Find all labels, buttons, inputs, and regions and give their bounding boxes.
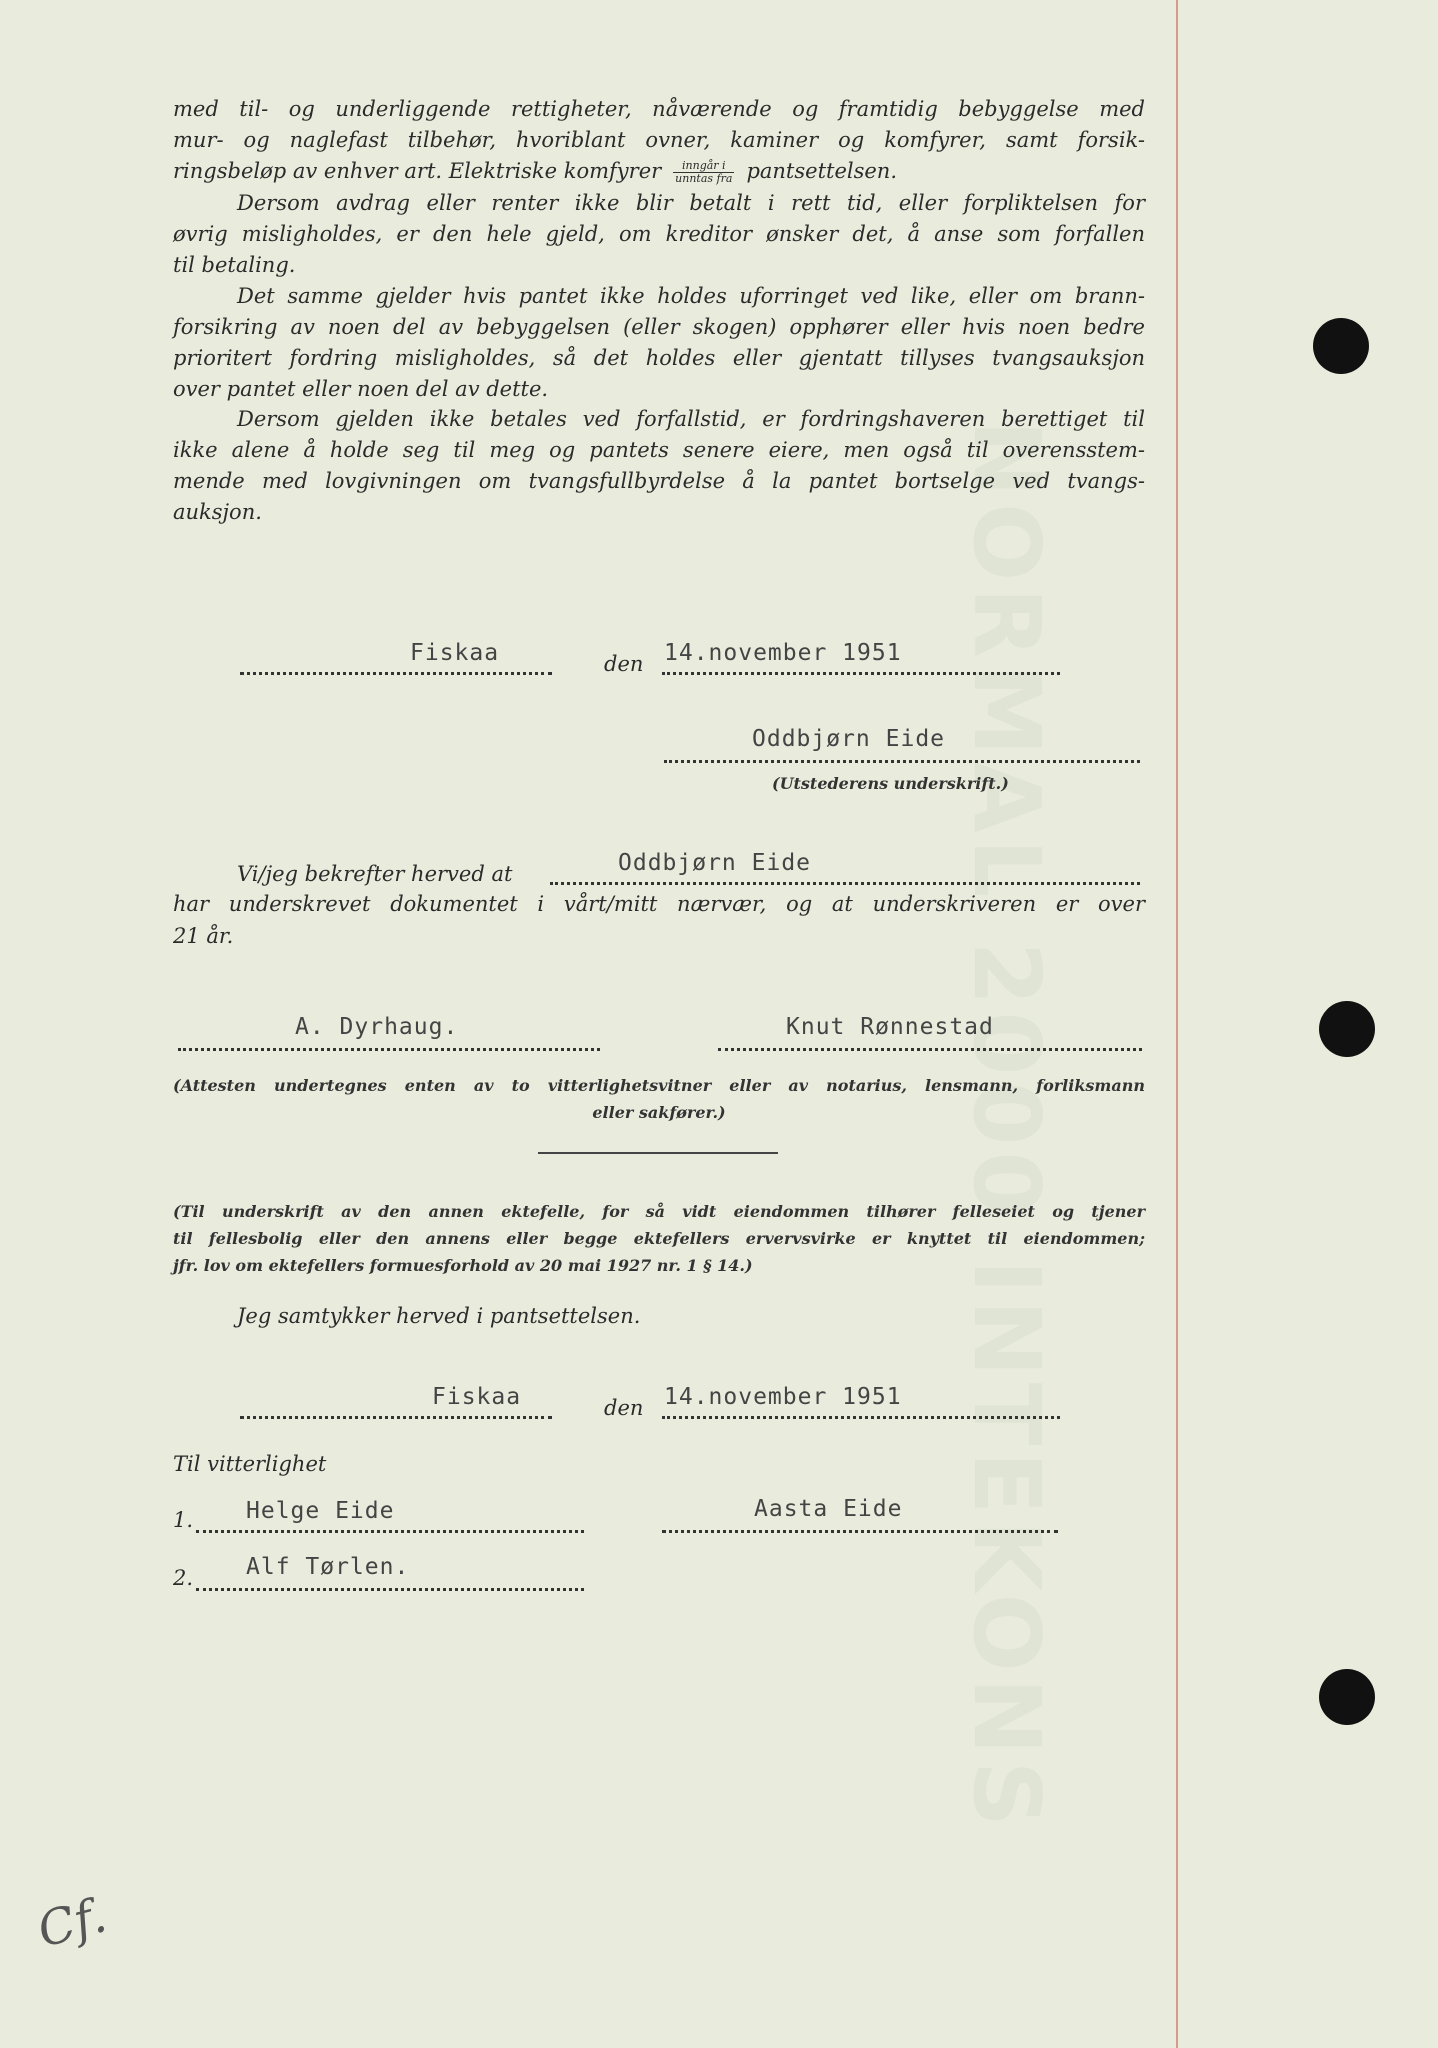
spouse-note-line-2: til fellesbolig eller den annens eller begge ektefellers ervervsvirke er knyttet til eiendommen; xyxy=(173,1229,1145,1248)
paragraph-3 xyxy=(173,281,1145,405)
witness-right-dotted-line xyxy=(718,1048,1142,1051)
p3-line-1: Det samme gjelder hvis pantet ikke holdes uforringet ved like, eller om brann- xyxy=(237,284,1145,308)
den-label-2: den xyxy=(604,1396,644,1420)
date-2: 14.november 1951 xyxy=(664,1384,902,1410)
margin-line xyxy=(1176,0,1178,2048)
fraction-bottom: unntas fra xyxy=(675,172,733,185)
date-1: 14.november 1951 xyxy=(664,640,902,666)
confirmation-dotted-line xyxy=(550,882,1140,885)
witness-right-name: Knut Rønnestad xyxy=(786,1014,994,1040)
place-1: Fiskaa xyxy=(410,640,500,666)
spouse-signature: Aasta Eide xyxy=(754,1496,903,1522)
p4-line-3: mende med lovgivningen om tvangsfullbyrdelse å la pantet bortselge ved tvangs- xyxy=(173,469,1145,493)
fraction-top: inngår i xyxy=(673,160,734,173)
inngar-unntas-fraction xyxy=(673,160,734,185)
confirmation-name: Oddbjørn Eide xyxy=(618,850,812,876)
p4-line-2: ikke alene å holde seg til meg og pantets senere eiere, men også til overensstem- xyxy=(173,438,1145,462)
witness-left-name: A. Dyrhaug. xyxy=(295,1014,459,1040)
issuer-caption: (Utstederens underskrift.) xyxy=(772,774,1009,793)
confirmation-line-2: har underskrevet dokumentet i vårt/mitt nærvær, og at underskriveren er over xyxy=(173,892,1145,916)
til-vitterlighet-label: Til vitterlighet xyxy=(173,1452,327,1476)
p1-line-3-b: pantsettelsen. xyxy=(746,159,897,183)
paragraph-1 xyxy=(173,94,1145,187)
spouse-note-line-1: (Til underskrift av den annen ektefelle, for så vidt eiendommen tilhører felleseiet og tjener xyxy=(173,1202,1145,1221)
date-dotted-line-2 xyxy=(662,1416,1060,1419)
spouse-dotted-line xyxy=(662,1530,1058,1533)
paragraph-2 xyxy=(173,188,1145,281)
place-dotted-line-2 xyxy=(240,1416,552,1419)
p3-line-4: over pantet eller noen del av dette. xyxy=(173,377,549,401)
confirmation-lead: Vi/jeg bekrefter herved at xyxy=(237,862,513,886)
p2-line-2: øvrig misligholdes, er den hele gjeld, om kreditor ønsker det, å anse som forfallen xyxy=(173,222,1145,246)
paragraph-4 xyxy=(173,404,1145,528)
punch-hole-3 xyxy=(1319,1669,1375,1725)
place-dotted-line-1 xyxy=(240,672,552,675)
punch-hole-2 xyxy=(1319,1001,1375,1057)
consent-text: Jeg samtykker herved i pantsettelsen. xyxy=(237,1304,641,1328)
consent-witness-1: Helge Eide xyxy=(246,1498,395,1524)
consent-witness-2: Alf Tørlen. xyxy=(246,1554,410,1580)
watermark: NORMAL 2000 INTEKONS xyxy=(953,420,1060,1833)
p2-line-1: Dersom avdrag eller renter ikke blir betalt i rett tid, eller forpliktelsen for xyxy=(237,191,1145,215)
p1-line-2: mur- og naglefast tilbehør, hvoriblant ovner, kaminer og komfyrer, samt forsik- xyxy=(173,128,1145,152)
p3-line-3: prioritert fordring misligholdes, så det holdes eller gjentatt tillyses tvangsauksjon xyxy=(173,346,1145,370)
p4-line-1: Dersom gjelden ikke betales ved forfallstid, er fordringshaveren berettiget til xyxy=(237,407,1145,431)
spouse-note-line-3: jfr. lov om ektefellers formuesforhold av 20 mai 1927 nr. 1 § 14.) xyxy=(173,1256,753,1275)
witness-left-dotted-line xyxy=(178,1048,600,1051)
p3-line-2: forsikring av noen del av bebyggelsen (eller skogen) opphører eller hvis noen bedre xyxy=(173,315,1145,339)
margin-initial: Cf. xyxy=(31,1887,113,1959)
den-label-1: den xyxy=(604,652,644,676)
p1-line-1: med til- og underliggende rettigheter, nåværende og framtidig bebyggelse med xyxy=(173,97,1145,121)
issuer-dotted-line xyxy=(664,760,1140,763)
witness-number-2: 2. xyxy=(173,1566,194,1590)
p4-line-4: auksjon. xyxy=(173,500,262,524)
date-dotted-line-1 xyxy=(662,672,1060,675)
attestation-note-line-1: (Attesten undertegnes enten av to vitterlighetsvitner eller av notarius, lensmann, forliksmann xyxy=(173,1076,1145,1095)
issuer-name: Oddbjørn Eide xyxy=(752,726,946,752)
consent-witness-2-dotted-line xyxy=(196,1588,584,1591)
confirmation-line-3: 21 år. xyxy=(173,924,234,948)
attestation-note-line-2: eller sakfører.) xyxy=(592,1103,726,1122)
punch-hole-1 xyxy=(1313,318,1369,374)
section-divider xyxy=(538,1152,778,1154)
p1-line-3-a: ringsbeløp av enhver art. Elektriske komfyrer xyxy=(173,159,662,183)
p1-line-3 xyxy=(173,156,1145,187)
witness-number-1: 1. xyxy=(173,1508,194,1532)
consent-witness-1-dotted-line xyxy=(196,1530,584,1533)
p2-line-3: til betaling. xyxy=(173,253,296,277)
place-2: Fiskaa xyxy=(432,1384,522,1410)
